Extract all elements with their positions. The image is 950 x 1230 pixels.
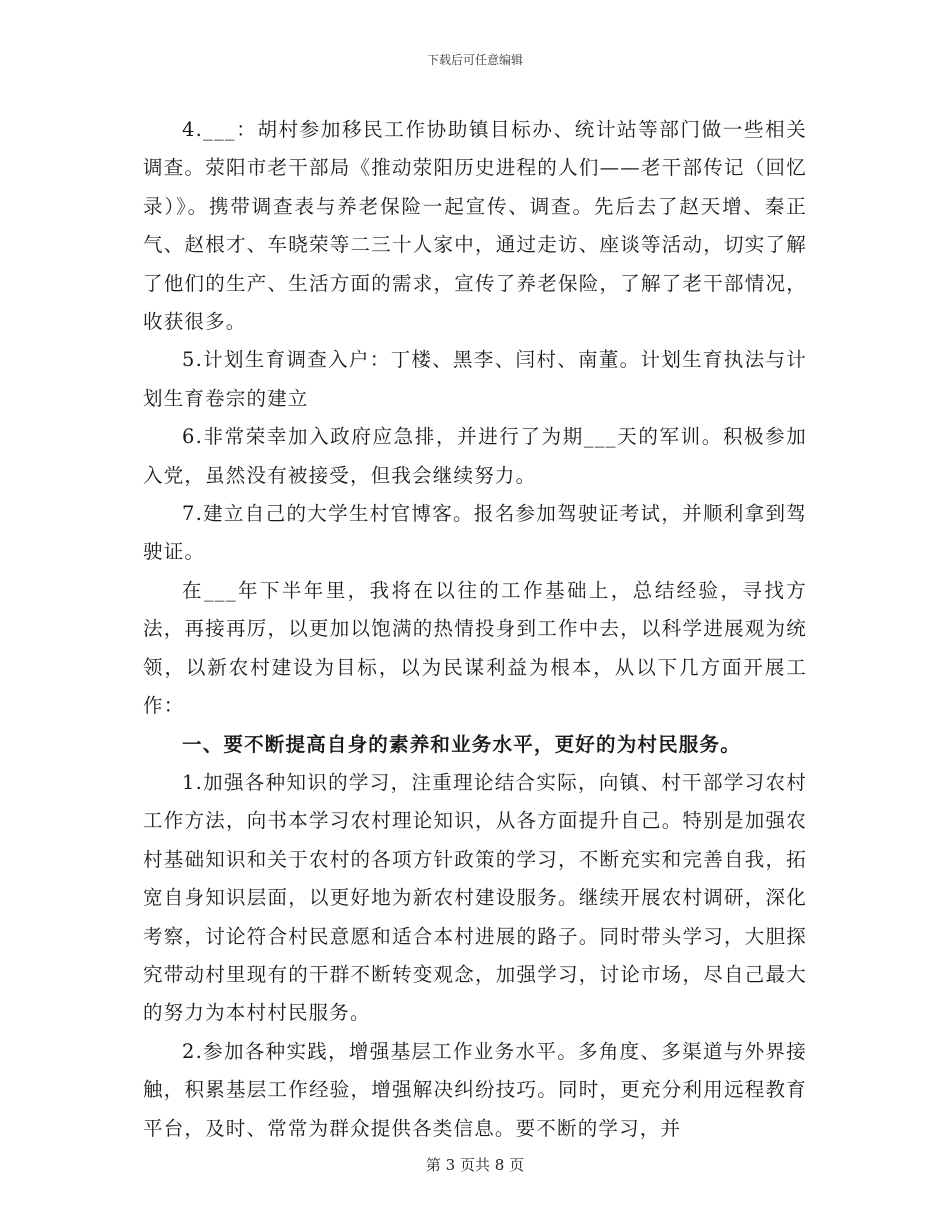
page-header: 下载后可任意编辑	[426, 53, 523, 67]
paragraph-item-4: 4.___：胡村参加移民工作协助镇目标办、统计站等部门做一些相关调查。荥阳市老干部局《推动荥阳历史进程的人们——老干部传记（回忆录）》。携带调查表与养老保险一起宣传、调查。先后去了赵天增、秦正气、赵根才、车晓荣等二三十人家中，通过走访、座谈等活动，切实了解了他们的生产、生活方面的需求，宣传了养老保险，了解了老干部情况，收获很多。	[143, 118, 807, 334]
paragraph-item-5: 5.计划生育调查入户：丁楼、黑李、闫村、南董。计划生育执法与计划生育卷宗的建立	[143, 348, 807, 410]
paragraph-plan-2: 2.参加各种实践，增强基层工作业务水平。多角度、多渠道与外界接触，积累基层工作经验，增强解决纠纷技巧。同时，更充分利用远程教育平台，及时、常常为群众提供各类信息。要不断的学习，并	[143, 1039, 807, 1140]
document-body	[143, 111, 807, 1148]
paragraph-plan-intro: 在___年下半年里，我将在以往的工作基础上，总结经验，寻找方法，再接再厉，以更加以饱满的热情投身到工作中去，以科学进展观为统领，以新农村建设为目标，以为民谋利益为根本，从以下几方面开展工作：	[143, 578, 807, 718]
section-heading-1: 一、要不断提高自身的素养和业务水平，更好的为村民服务。	[182, 732, 741, 756]
page-footer: 第 3 页共 8 页	[425, 1156, 525, 1174]
paragraph-item-7: 7.建立自己的大学生村官博客。报名参加驾驶证考试，并顺利拿到驾驶证。	[143, 502, 807, 564]
paragraph-item-6: 6.非常荣幸加入政府应急排，并进行了为期___天的军训。积极参加入党，虽然没有被接受，但我会继续努力。	[143, 425, 807, 487]
paragraph-plan-1: 1.加强各种知识的学习，注重理论结合实际，向镇、村干部学习农村工作方法，向书本学习农村理论知识，从各方面提升自己。特别是加强农村基础知识和关于农村的各项方针政策的学习，不断充实和完善自我，拓宽自身知识层面，以更好地为新农村建设服务。继续开展农村调研，深化考察，讨论符合村民意愿和适合本村进展的路子。同时带头学习，大胆探究带动村里现有的干群不断转变观念，加强学习，讨论市场，尽自己最大的努力为本村村民服务。	[143, 770, 807, 1025]
